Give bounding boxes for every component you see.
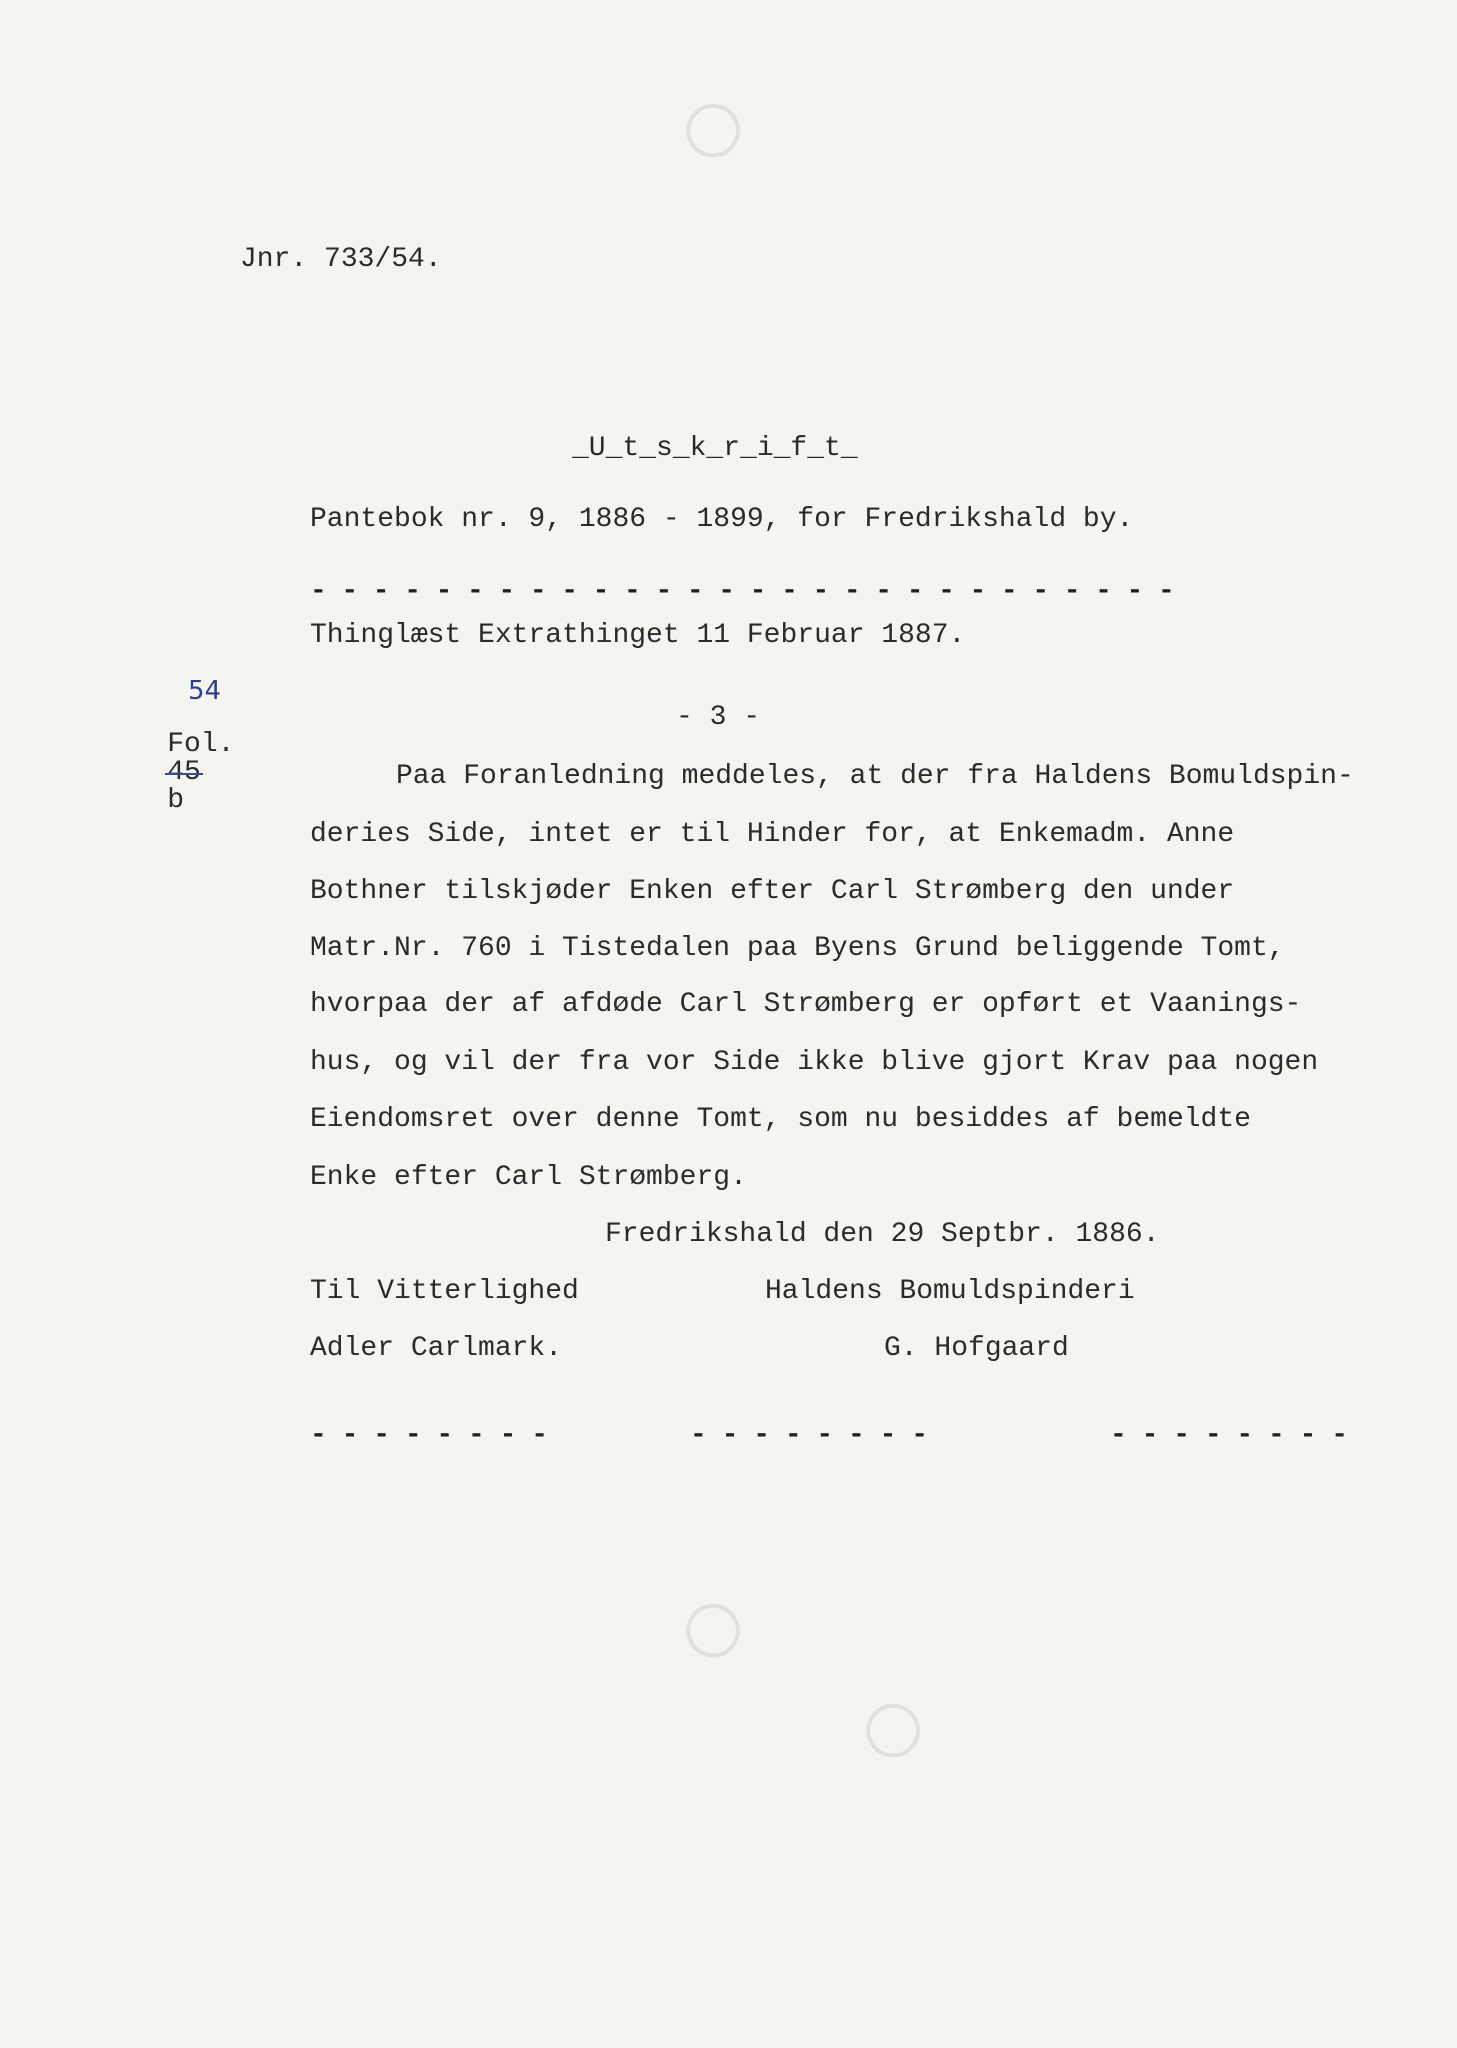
folio-suffix: b (167, 785, 185, 816)
end-mark-center: - - - - - - - - (690, 1420, 928, 1451)
folio-reference (100, 703, 234, 843)
company-name: Haldens Bomuldspinderi (765, 1276, 1135, 1307)
folio-old-number: 45 (167, 757, 201, 788)
bleed-through-mark: ○ (678, 100, 760, 162)
body-line: deries Side, intet er til Hinder for, at Enkemadm. Anne (310, 819, 1235, 850)
journal-number: Jnr. 733/54. (240, 244, 442, 275)
registration-line: Thinglæst Extrathinget 11 Februar 1887. (310, 620, 966, 651)
page-number: - 3 - (676, 702, 761, 733)
body-line: hvorpaa der af afdøde Carl Strømberg er opført et Vaanings- (310, 989, 1302, 1020)
body-line: hus, og vil der fra vor Side ikke blive gjort Krav paa nogen (310, 1047, 1319, 1078)
folio-label: Fol. (167, 729, 235, 760)
body-line: Bothner tilskjøder Enken efter Carl Strømberg den under (310, 876, 1235, 907)
separator-line: - - - - - - - - - - - - - - - - - - - - - - - - - - - - (310, 576, 1174, 607)
mortgage-book-line: Pantebok nr. 9, 1886 - 1899, for Fredrikshald by. (310, 504, 1134, 535)
folio-new-number-handwritten: 54 (188, 676, 222, 706)
end-mark-left: - - - - - - - - (310, 1420, 548, 1451)
place-date: Fredrikshald den 29 Septbr. 1886. (605, 1219, 1160, 1250)
witness-name: Adler Carlmark. (310, 1333, 563, 1364)
document-title: _U_t_s_k_r_i_f_t_ (572, 433, 858, 464)
witness-label: Til Vitterlighed (310, 1276, 579, 1307)
bleed-through-mark: ○ (858, 1700, 940, 1762)
body-line: Enke efter Carl Strømberg. (310, 1162, 747, 1193)
body-line: Paa Foranledning meddeles, at der fra Haldens Bomuldspin- (396, 761, 1354, 792)
end-mark-right: - - - - - - - - (1110, 1420, 1348, 1451)
bleed-through-mark: ○ (678, 1600, 760, 1662)
body-line: Eiendomsret over denne Tomt, som nu besiddes af bemeldte (310, 1104, 1251, 1135)
body-line: Matr.Nr. 760 i Tistedalen paa Byens Grund beliggende Tomt, (310, 933, 1285, 964)
company-signer: G. Hofgaard (884, 1333, 1069, 1364)
